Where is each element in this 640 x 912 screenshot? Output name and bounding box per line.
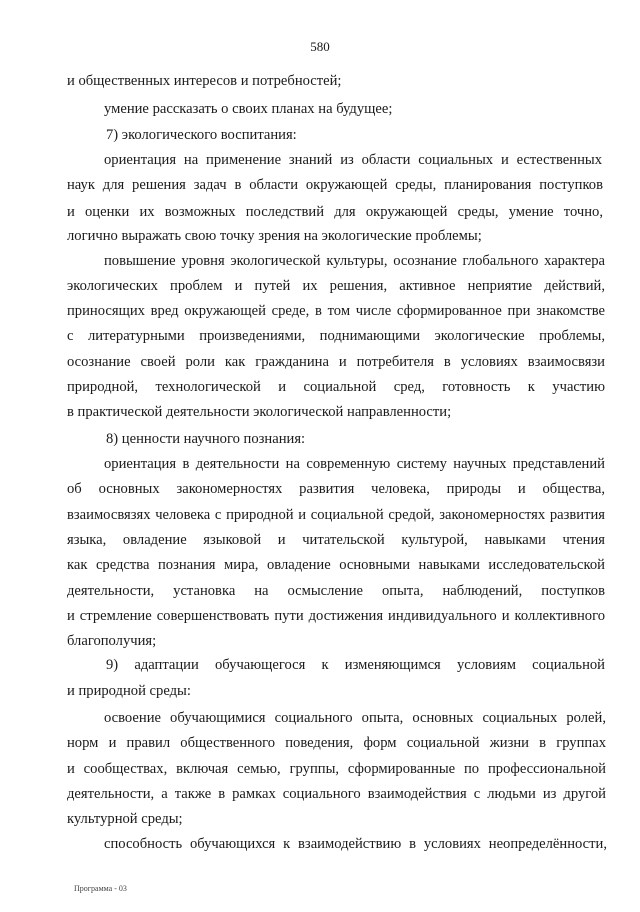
text-line: умение рассказать о своих планах на будущее; <box>104 101 393 117</box>
text-line: с литературными произведениями, поднимающими экологические проблемы, <box>67 328 605 344</box>
text-line: 9) адаптации обучающегося к изменяющимся условиям социальной <box>106 657 605 673</box>
text-line: и природной среды: <box>67 683 191 699</box>
text-line: в практической деятельности экологической направленности; <box>67 404 452 420</box>
text-line: логично выражать свою точку зрения на экологические проблемы; <box>67 228 482 244</box>
text-line: природной, технологической и социальной сред, готовность к участию <box>67 379 605 395</box>
text-line: языка, овладение языковой и читательской культурой, навыками чтения <box>67 532 605 548</box>
text-line: 7) экологического воспитания: <box>106 127 297 143</box>
text-line: норм и правил общественного поведения, форм социальной жизни в группах <box>67 735 606 751</box>
text-line: как средства познания мира, овладение основными навыками исследовательской <box>67 557 605 573</box>
text-line: наук для решения задач в области окружающей среды, планирования поступков <box>67 177 603 193</box>
text-line: осознание своей роли как гражданина и потребителя в условиях взаимосвязи <box>67 354 605 370</box>
text-line: деятельности, установка на осмысление опыта, наблюдений, поступков <box>67 583 605 599</box>
text-line: благополучия; <box>67 633 157 649</box>
text-line: деятельности, а также в рамках социального взаимодействия с людьми из другой <box>67 786 606 802</box>
text-line: и сообществах, включая семью, группы, сформированные по профессиональной <box>67 761 606 777</box>
text-line: повышение уровня экологической культуры, осознание глобального характера <box>104 253 605 269</box>
text-line: и оценки их возможных последствий для окружающей среды, умение точно, <box>67 204 603 220</box>
text-line: взаимосвязях человека с природной и социальной средой, закономерностях развития <box>67 507 605 523</box>
text-line: об основных закономерностях развития человека, природы и общества, <box>67 481 605 497</box>
text-line: экологических проблем и путей их решения, активное неприятие действий, <box>67 278 605 294</box>
text-line: ориентация на применение знаний из области социальных и естественных <box>104 152 602 168</box>
text-line: культурной среды; <box>67 811 183 827</box>
text-line: приносящих вред окружающей среде, в том числе сформированное при знакомстве <box>67 303 605 319</box>
text-line: и общественных интересов и потребностей; <box>67 73 342 89</box>
footer-label: Программа - 03 <box>74 884 127 893</box>
text-line: освоение обучающимися социального опыта, основных социальных ролей, <box>104 710 606 726</box>
text-line: 8) ценности научного познания: <box>106 431 306 447</box>
text-line: ориентация в деятельности на современную систему научных представлений <box>104 456 605 472</box>
text-line: способность обучающихся к взаимодействию в условиях неопределённости, <box>104 836 607 852</box>
page-number: 580 <box>310 39 330 54</box>
text-line: и стремление совершенствовать пути достижения индивидуального и коллективного <box>67 608 605 624</box>
